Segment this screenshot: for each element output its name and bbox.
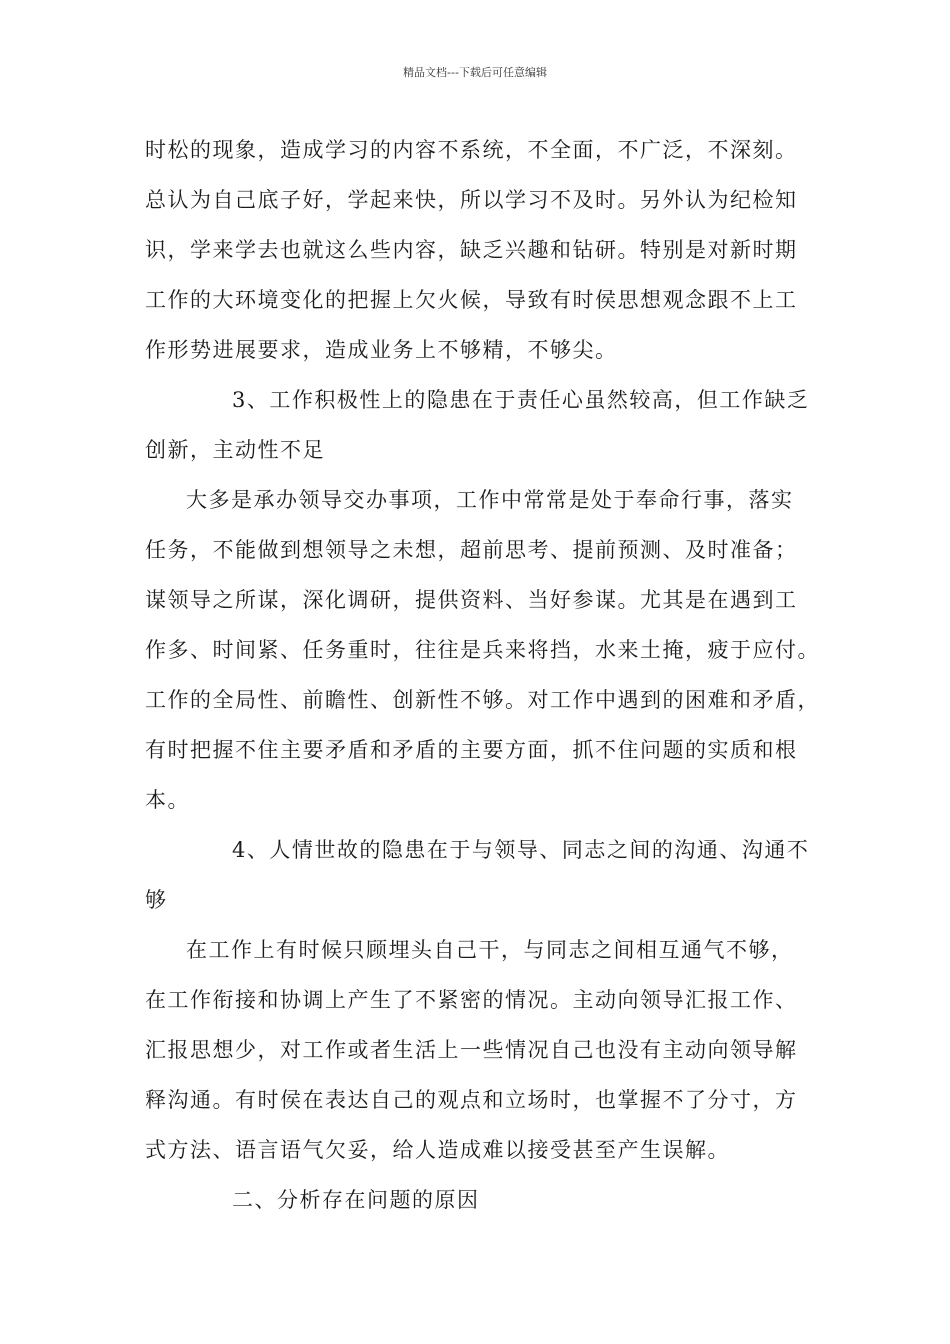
body-line: 工作的全局性、前瞻性、创新性不够。对工作中遇到的困难和矛盾， (145, 688, 820, 712)
body-line: 释沟通。有时侯在表达自己的观点和立场时，也掌握不了分寸，方 (145, 1088, 798, 1112)
body-line: 汇报思想少，对工作或者生活上一些情况自己也没有主动向领导解 (145, 1038, 798, 1062)
body-line: 有时把握不住主要矛盾和矛盾的主要方面，抓不住问题的实质和根 (145, 738, 798, 762)
body-line: 识，学来学去也就这么些内容，缺乏兴趣和钻研。特别是对新时期 (145, 238, 798, 262)
body-line: 式方法、语言语气欠妥，给人造成难以接受甚至产生误解。 (145, 1138, 730, 1162)
body-line: 在工作衔接和协调上产生了不紧密的情况。主动向领导汇报工作、 (145, 988, 798, 1012)
body-line: 任务，不能做到想领导之未想，超前思考、提前预测、及时准备； (145, 538, 798, 562)
body-line: 在工作上有时候只顾埋头自己干，与同志之间相互通气不够， (186, 938, 794, 962)
body-line: 大多是承办领导交办事项，工作中常常是处于奉命行事，落实 (186, 488, 794, 512)
section-heading-4: 4、人情世故的隐患在于与领导、同志之间的沟通、沟通不 (232, 838, 810, 862)
body-line: 作形势进展要求，造成业务上不够精，不够尖。 (145, 338, 618, 362)
section-heading-4-cont: 够 (145, 888, 168, 912)
body-line: 总认为自己底子好，学起来快，所以学习不及时。另外认为纪检知 (145, 188, 798, 212)
body-line: 时松的现象，造成学习的内容不系统，不全面，不广泛，不深刻。 (145, 138, 798, 162)
body-line: 本。 (145, 788, 190, 812)
section-heading-analysis: 二、分析存在问题的原因 (232, 1188, 480, 1212)
section-heading-3-cont: 创新，主动性不足 (145, 438, 325, 462)
body-line: 作多、时间紧、任务重时，往往是兵来将挡，水来土掩，疲于应付。 (145, 638, 820, 662)
body-line: 工作的大环境变化的把握上欠火候，导致有时侯思想观念跟不上工 (145, 288, 798, 312)
page-header: 精品文档---下载后可任意编辑 (403, 66, 547, 79)
body-line: 谋领导之所谋，深化调研，提供资料、当好参谋。尤其是在遇到工 (145, 588, 798, 612)
section-heading-3: 3、工作积极性上的隐患在于责任心虽然较高，但工作缺乏 (232, 388, 810, 412)
